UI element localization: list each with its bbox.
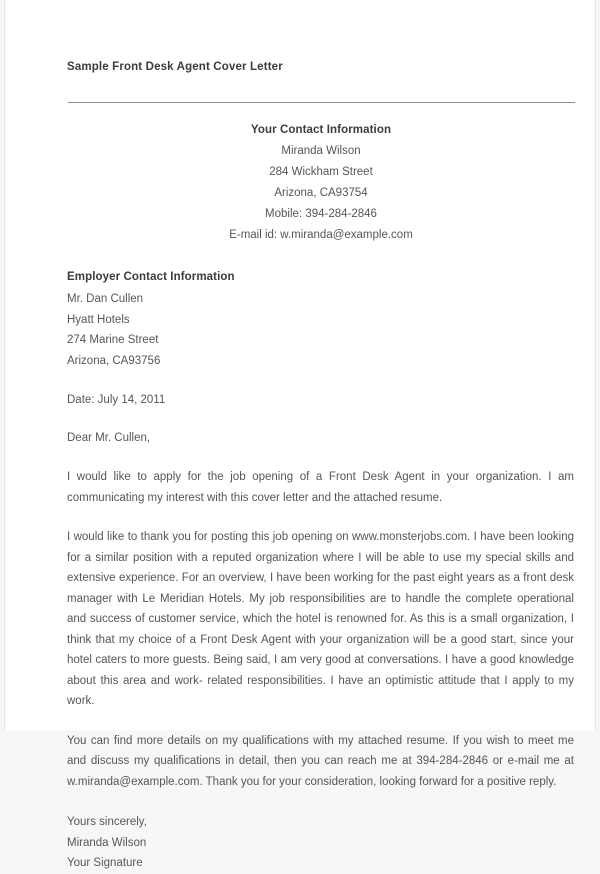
- letter-paragraph-1: I would like to apply for the job opening of a Front Desk Agent in your organization. I am communicating my interest with this cover letter and the attached resume.: [67, 471, 574, 504]
- applicant-street: 284 Wickham Street: [269, 166, 373, 178]
- employer-city-state: Arizona, CA93756: [67, 354, 161, 367]
- applicant-contact-block: [67, 120, 575, 246]
- closing-salutation: Yours sincerely,: [67, 816, 147, 828]
- applicant-phone: Mobile: 394-284-2846: [265, 208, 377, 220]
- letter-paragraph-2: I would like to thank you for posting this job opening on www.monsterjobs.com. I have been looking for a similar position with a reputed organization where I will be able to use my special skills and extensive experience. For an overview, I have been working for the past eight years as a front desk manager with Le Meridian Hotels. My job responsibilities are to handle the complete operational and success of customer service, which the hotel is renowned for. As this is a small organization, I think that my choice of a Front Desk Agent with your organization will be a good start, since your hotel caters to more guests. Being said, I am very good at conversations. I have a good knowledge about this area and work- related responsibilities. I have an optimistic attitude that I apply to my work.: [67, 531, 574, 707]
- letter-closing-block: [67, 812, 575, 874]
- page-title: Sample Front Desk Agent Cover Letter: [67, 61, 283, 73]
- applicant-name: Miranda Wilson: [281, 145, 361, 157]
- letter-paragraph-3: You can find more details on my qualifications with my attached resume. If you wish to meet me and discuss my qualifications in detail, then you can reach me at 394-284-2846 or e-mail me at w.miranda@example.com. Thank you for your consideration, looking forward for a positive reply.: [67, 734, 574, 788]
- employer-street: 274 Marine Street: [67, 334, 159, 346]
- employer-name: Mr. Dan Cullen: [67, 293, 144, 305]
- employer-contact-heading: Employer Contact Information: [67, 271, 235, 283]
- document-page: [4, 0, 596, 869]
- closing-name: Miranda Wilson: [67, 836, 147, 849]
- closing-signature: Your Signature: [67, 857, 143, 869]
- letter-salutation: Dear Mr. Cullen,: [67, 432, 151, 444]
- applicant-city-state: Arizona, CA93754: [274, 187, 368, 199]
- employer-company: Hyatt Hotels: [67, 313, 130, 326]
- header-divider: [68, 102, 575, 103]
- document-content: [67, 0, 575, 874]
- applicant-email: E-mail id: w.miranda@example.com: [229, 229, 413, 241]
- applicant-contact-heading: Your Contact Information: [250, 124, 392, 136]
- letter-date: Date: July 14, 2011: [67, 394, 166, 406]
